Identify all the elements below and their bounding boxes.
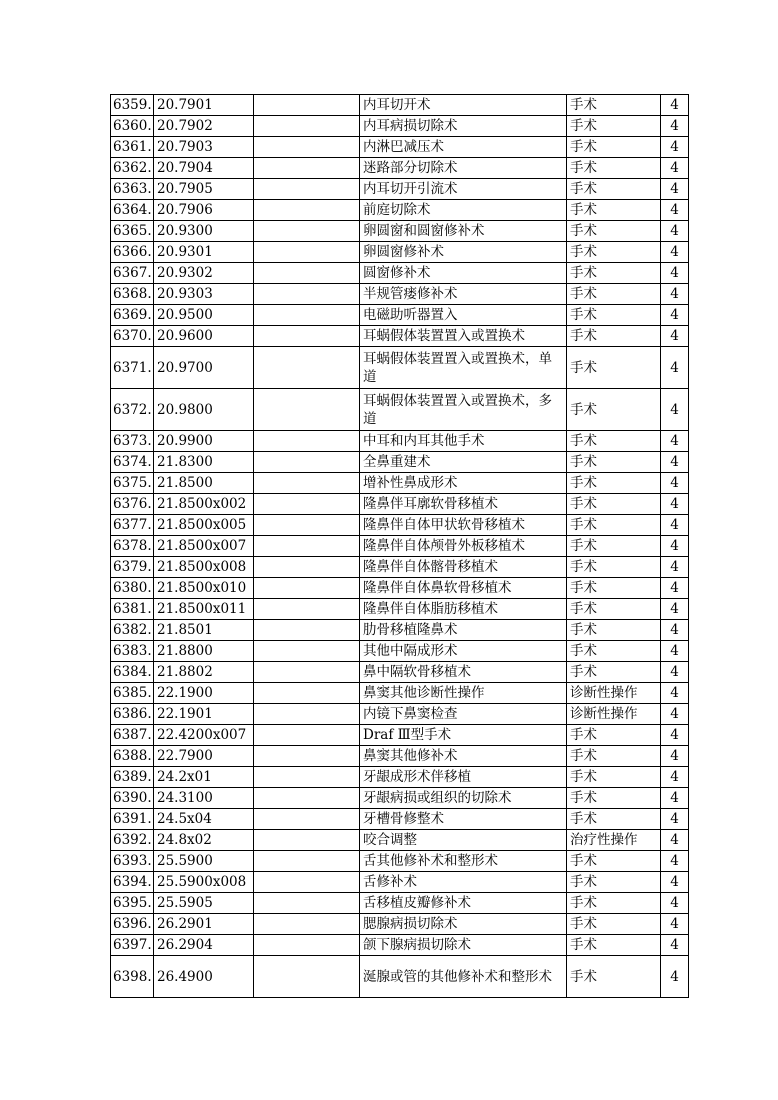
procedure-category-cell: 手术 [567, 179, 661, 200]
procedure-code-cell: 21.8500x002 [154, 494, 254, 515]
procedure-category-cell: 手术 [567, 809, 661, 830]
procedure-level-cell: 4 [661, 179, 689, 200]
table-row [111, 137, 689, 158]
row-number-cell: 6375. [111, 473, 154, 494]
row-number-cell: 6372. [111, 389, 154, 431]
procedure-category-cell: 手术 [567, 599, 661, 620]
row-number-cell: 6362. [111, 158, 154, 179]
row-number-cell: 6359. [111, 95, 154, 116]
procedure-category-cell: 手术 [567, 893, 661, 914]
empty-cell [254, 809, 360, 830]
table-row [111, 221, 689, 242]
procedure-code-cell: 21.8501 [154, 620, 254, 641]
procedure-name-cell: 鼻窦其他诊断性操作 [360, 683, 567, 704]
procedure-code-cell: 24.8x02 [154, 830, 254, 851]
procedure-category-cell: 手术 [567, 914, 661, 935]
table-row [111, 599, 689, 620]
empty-cell [254, 431, 360, 452]
procedure-name-cell: Draf Ⅲ型手术 [360, 725, 567, 746]
empty-cell [254, 326, 360, 347]
table-row [111, 200, 689, 221]
row-number-cell: 6369. [111, 305, 154, 326]
row-number-cell: 6381. [111, 599, 154, 620]
procedure-level-cell: 4 [661, 893, 689, 914]
procedure-code-cell: 26.4900 [154, 956, 254, 998]
procedure-level-cell: 4 [661, 473, 689, 494]
procedure-category-cell: 诊断性操作 [567, 683, 661, 704]
row-number-cell: 6380. [111, 578, 154, 599]
table-row [111, 620, 689, 641]
procedure-level-cell: 4 [661, 326, 689, 347]
procedure-code-cell: 20.9300 [154, 221, 254, 242]
procedure-code-cell: 26.2904 [154, 935, 254, 956]
procedure-level-cell: 4 [661, 557, 689, 578]
procedure-code-cell: 21.8800 [154, 641, 254, 662]
row-number-cell: 6360. [111, 116, 154, 137]
procedure-name-cell: 鼻中隔软骨移植术 [360, 662, 567, 683]
procedure-code-cell: 20.7901 [154, 95, 254, 116]
procedure-level-cell: 4 [661, 95, 689, 116]
table-row [111, 683, 689, 704]
procedure-name-cell: 牙龈病损或组织的切除术 [360, 788, 567, 809]
table-row [111, 158, 689, 179]
procedure-category-cell: 手术 [567, 116, 661, 137]
procedure-category-cell: 手术 [567, 137, 661, 158]
procedure-name-cell: 舌其他修补术和整形术 [360, 851, 567, 872]
procedure-code-cell: 21.8300 [154, 452, 254, 473]
procedure-name-cell: 舌修补术 [360, 872, 567, 893]
table-row [111, 641, 689, 662]
row-number-cell: 6390. [111, 788, 154, 809]
table-row [111, 494, 689, 515]
procedure-table [110, 94, 689, 998]
procedure-level-cell: 4 [661, 494, 689, 515]
table-row [111, 578, 689, 599]
empty-cell [254, 641, 360, 662]
procedure-name-cell: 内耳切开术 [360, 95, 567, 116]
row-number-cell: 6378. [111, 536, 154, 557]
procedure-category-cell: 治疗性操作 [567, 830, 661, 851]
row-number-cell: 6395. [111, 893, 154, 914]
procedure-category-cell: 手术 [567, 725, 661, 746]
procedure-code-cell: 20.9301 [154, 242, 254, 263]
row-number-cell: 6387. [111, 725, 154, 746]
empty-cell [254, 263, 360, 284]
row-number-cell: 6382. [111, 620, 154, 641]
row-number-cell: 6389. [111, 767, 154, 788]
procedure-level-cell: 4 [661, 914, 689, 935]
procedure-level-cell: 4 [661, 641, 689, 662]
empty-cell [254, 830, 360, 851]
empty-cell [254, 221, 360, 242]
row-number-cell: 6388. [111, 746, 154, 767]
empty-cell [254, 116, 360, 137]
table-row [111, 263, 689, 284]
procedure-category-cell: 手术 [567, 746, 661, 767]
empty-cell [254, 851, 360, 872]
procedure-category-cell: 手术 [567, 620, 661, 641]
procedure-category-cell: 手术 [567, 158, 661, 179]
procedure-code-cell: 20.9302 [154, 263, 254, 284]
empty-cell [254, 599, 360, 620]
procedure-name-cell: 内耳切开引流术 [360, 179, 567, 200]
empty-cell [254, 956, 360, 998]
table-row [111, 557, 689, 578]
row-number-cell: 6397. [111, 935, 154, 956]
row-number-cell: 6398. [111, 956, 154, 998]
table-row [111, 389, 689, 431]
empty-cell [254, 578, 360, 599]
procedure-level-cell: 4 [661, 158, 689, 179]
row-number-cell: 6383. [111, 641, 154, 662]
procedure-name-cell: 隆鼻伴自体颅骨外板移植术 [360, 536, 567, 557]
table-row [111, 347, 689, 389]
empty-cell [254, 200, 360, 221]
empty-cell [254, 725, 360, 746]
procedure-category-cell: 手术 [567, 200, 661, 221]
table-row [111, 809, 689, 830]
procedure-name-cell: 舌移植皮瓣修补术 [360, 893, 567, 914]
table-row [111, 704, 689, 725]
procedure-category-cell: 手术 [567, 452, 661, 473]
procedure-code-cell: 25.5905 [154, 893, 254, 914]
procedure-category-cell: 手术 [567, 662, 661, 683]
row-number-cell: 6366. [111, 242, 154, 263]
table-row [111, 473, 689, 494]
procedure-code-cell: 25.5900 [154, 851, 254, 872]
procedure-code-cell: 20.9303 [154, 284, 254, 305]
procedure-level-cell: 4 [661, 683, 689, 704]
procedure-category-cell: 手术 [567, 788, 661, 809]
procedure-code-cell: 20.7903 [154, 137, 254, 158]
procedure-code-cell: 20.9600 [154, 326, 254, 347]
procedure-category-cell: 手术 [567, 284, 661, 305]
procedure-name-cell: 耳蜗假体装置置入或置换术 [360, 326, 567, 347]
table-row [111, 767, 689, 788]
procedure-name-cell: 卵圆窗修补术 [360, 242, 567, 263]
procedure-level-cell: 4 [661, 389, 689, 431]
procedure-category-cell: 手术 [567, 767, 661, 788]
procedure-level-cell: 4 [661, 620, 689, 641]
procedure-level-cell: 4 [661, 767, 689, 788]
row-number-cell: 6371. [111, 347, 154, 389]
table-row [111, 746, 689, 767]
procedure-name-cell: 半规管瘘修补术 [360, 284, 567, 305]
procedure-name-cell: 耳蜗假体装置置入或置换术，多道 [360, 389, 567, 431]
procedure-name-cell: 电磁助听器置入 [360, 305, 567, 326]
procedure-category-cell: 手术 [567, 242, 661, 263]
table-row [111, 284, 689, 305]
row-number-cell: 6386. [111, 704, 154, 725]
procedure-name-cell: 隆鼻伴自体髂骨移植术 [360, 557, 567, 578]
empty-cell [254, 284, 360, 305]
row-number-cell: 6384. [111, 662, 154, 683]
empty-cell [254, 158, 360, 179]
procedure-level-cell: 4 [661, 704, 689, 725]
procedure-name-cell: 内耳病损切除术 [360, 116, 567, 137]
procedure-name-cell: 卵圆窗和圆窗修补术 [360, 221, 567, 242]
empty-cell [254, 767, 360, 788]
procedure-level-cell: 4 [661, 662, 689, 683]
row-number-cell: 6368. [111, 284, 154, 305]
row-number-cell: 6396. [111, 914, 154, 935]
procedure-code-cell: 21.8500x011 [154, 599, 254, 620]
procedure-name-cell: 肋骨移植隆鼻术 [360, 620, 567, 641]
empty-cell [254, 515, 360, 536]
row-number-cell: 6370. [111, 326, 154, 347]
procedure-level-cell: 4 [661, 284, 689, 305]
procedure-code-cell: 22.4200x007 [154, 725, 254, 746]
empty-cell [254, 137, 360, 158]
empty-cell [254, 683, 360, 704]
procedure-level-cell: 4 [661, 788, 689, 809]
procedure-level-cell: 4 [661, 200, 689, 221]
procedure-level-cell: 4 [661, 116, 689, 137]
procedure-category-cell: 手术 [567, 872, 661, 893]
procedure-category-cell: 诊断性操作 [567, 704, 661, 725]
row-number-cell: 6377. [111, 515, 154, 536]
procedure-code-cell: 25.5900x008 [154, 872, 254, 893]
row-number-cell: 6385. [111, 683, 154, 704]
procedure-category-cell: 手术 [567, 557, 661, 578]
procedure-category-cell: 手术 [567, 221, 661, 242]
procedure-code-cell: 20.9900 [154, 431, 254, 452]
row-number-cell: 6365. [111, 221, 154, 242]
table-row [111, 851, 689, 872]
empty-cell [254, 95, 360, 116]
table-row [111, 452, 689, 473]
procedure-category-cell: 手术 [567, 578, 661, 599]
procedure-level-cell: 4 [661, 851, 689, 872]
procedure-code-cell: 24.2x01 [154, 767, 254, 788]
procedure-category-cell: 手术 [567, 473, 661, 494]
procedure-code-cell: 21.8500 [154, 473, 254, 494]
procedure-name-cell: 隆鼻伴自体鼻软骨移植术 [360, 578, 567, 599]
procedure-code-cell: 20.7905 [154, 179, 254, 200]
procedure-name-cell: 腮腺病损切除术 [360, 914, 567, 935]
empty-cell [254, 893, 360, 914]
procedure-category-cell: 手术 [567, 935, 661, 956]
table-row [111, 305, 689, 326]
empty-cell [254, 620, 360, 641]
procedure-name-cell: 其他中隔成形术 [360, 641, 567, 662]
empty-cell [254, 914, 360, 935]
procedure-level-cell: 4 [661, 242, 689, 263]
procedure-category-cell: 手术 [567, 641, 661, 662]
table-row [111, 830, 689, 851]
table-row [111, 242, 689, 263]
procedure-code-cell: 21.8500x005 [154, 515, 254, 536]
procedure-code-cell: 21.8500x007 [154, 536, 254, 557]
procedure-level-cell: 4 [661, 137, 689, 158]
procedure-level-cell: 4 [661, 578, 689, 599]
empty-cell [254, 872, 360, 893]
procedure-level-cell: 4 [661, 263, 689, 284]
procedure-code-cell: 24.3100 [154, 788, 254, 809]
procedure-code-cell: 20.7904 [154, 158, 254, 179]
row-number-cell: 6391. [111, 809, 154, 830]
empty-cell [254, 788, 360, 809]
procedure-code-cell: 21.8802 [154, 662, 254, 683]
procedure-name-cell: 全鼻重建术 [360, 452, 567, 473]
row-number-cell: 6392. [111, 830, 154, 851]
procedure-category-cell: 手术 [567, 851, 661, 872]
procedure-name-cell: 咬合调整 [360, 830, 567, 851]
procedure-level-cell: 4 [661, 452, 689, 473]
procedure-code-cell: 20.9500 [154, 305, 254, 326]
row-number-cell: 6363. [111, 179, 154, 200]
row-number-cell: 6367. [111, 263, 154, 284]
procedure-category-cell: 手术 [567, 536, 661, 557]
empty-cell [254, 179, 360, 200]
procedure-level-cell: 4 [661, 221, 689, 242]
procedure-name-cell: 圆窗修补术 [360, 263, 567, 284]
table-row [111, 662, 689, 683]
procedure-level-cell: 4 [661, 536, 689, 557]
empty-cell [254, 935, 360, 956]
row-number-cell: 6361. [111, 137, 154, 158]
procedure-category-cell: 手术 [567, 347, 661, 389]
procedure-category-cell: 手术 [567, 494, 661, 515]
table-row [111, 893, 689, 914]
procedure-name-cell: 迷路部分切除术 [360, 158, 567, 179]
procedure-level-cell: 4 [661, 809, 689, 830]
procedure-name-cell: 涎腺或管的其他修补术和整形术 [360, 956, 567, 998]
row-number-cell: 6393. [111, 851, 154, 872]
row-number-cell: 6394. [111, 872, 154, 893]
procedure-name-cell: 增补性鼻成形术 [360, 473, 567, 494]
table-row [111, 179, 689, 200]
procedure-name-cell: 隆鼻伴自体甲状软骨移植术 [360, 515, 567, 536]
procedure-category-cell: 手术 [567, 263, 661, 284]
table-row [111, 515, 689, 536]
procedure-category-cell: 手术 [567, 305, 661, 326]
table-row [111, 788, 689, 809]
procedure-level-cell: 4 [661, 725, 689, 746]
table-row [111, 95, 689, 116]
procedure-name-cell: 内淋巴减压术 [360, 137, 567, 158]
table-row [111, 536, 689, 557]
procedure-name-cell: 鼻窦其他修补术 [360, 746, 567, 767]
procedure-name-cell: 牙槽骨修整术 [360, 809, 567, 830]
procedure-name-cell: 颌下腺病损切除术 [360, 935, 567, 956]
procedure-level-cell: 4 [661, 347, 689, 389]
row-number-cell: 6376. [111, 494, 154, 515]
procedure-name-cell: 前庭切除术 [360, 200, 567, 221]
empty-cell [254, 473, 360, 494]
procedure-level-cell: 4 [661, 599, 689, 620]
procedure-category-cell: 手术 [567, 95, 661, 116]
table-row [111, 725, 689, 746]
procedure-level-cell: 4 [661, 431, 689, 452]
row-number-cell: 6364. [111, 200, 154, 221]
empty-cell [254, 704, 360, 725]
procedure-code-cell: 20.7902 [154, 116, 254, 137]
table-row [111, 872, 689, 893]
table-row [111, 116, 689, 137]
procedure-code-cell: 20.7906 [154, 200, 254, 221]
table-row [111, 326, 689, 347]
procedure-level-cell: 4 [661, 935, 689, 956]
procedure-name-cell: 中耳和内耳其他手术 [360, 431, 567, 452]
procedure-level-cell: 4 [661, 956, 689, 998]
empty-cell [254, 662, 360, 683]
empty-cell [254, 347, 360, 389]
procedure-category-cell: 手术 [567, 389, 661, 431]
procedure-code-cell: 22.7900 [154, 746, 254, 767]
empty-cell [254, 746, 360, 767]
procedure-code-cell: 26.2901 [154, 914, 254, 935]
procedure-name-cell: 隆鼻伴自体脂肪移植术 [360, 599, 567, 620]
empty-cell [254, 389, 360, 431]
empty-cell [254, 242, 360, 263]
procedure-category-cell: 手术 [567, 431, 661, 452]
row-number-cell: 6379. [111, 557, 154, 578]
procedure-code-cell: 21.8500x010 [154, 578, 254, 599]
row-number-cell: 6373. [111, 431, 154, 452]
table-row [111, 914, 689, 935]
procedure-code-cell: 21.8500x008 [154, 557, 254, 578]
procedure-table-body [111, 95, 689, 998]
table-row [111, 935, 689, 956]
empty-cell [254, 494, 360, 515]
procedure-code-cell: 20.9800 [154, 389, 254, 431]
procedure-code-cell: 20.9700 [154, 347, 254, 389]
procedure-code-cell: 24.5x04 [154, 809, 254, 830]
procedure-name-cell: 耳蜗假体装置置入或置换术，单道 [360, 347, 567, 389]
procedure-level-cell: 4 [661, 872, 689, 893]
procedure-level-cell: 4 [661, 746, 689, 767]
empty-cell [254, 536, 360, 557]
procedure-code-cell: 22.1901 [154, 704, 254, 725]
procedure-level-cell: 4 [661, 305, 689, 326]
procedure-category-cell: 手术 [567, 326, 661, 347]
procedure-category-cell: 手术 [567, 515, 661, 536]
table-row [111, 956, 689, 998]
procedure-code-cell: 22.1900 [154, 683, 254, 704]
procedure-name-cell: 牙龈成形术伴移植 [360, 767, 567, 788]
empty-cell [254, 452, 360, 473]
row-number-cell: 6374. [111, 452, 154, 473]
procedure-name-cell: 内镜下鼻窦检查 [360, 704, 567, 725]
empty-cell [254, 305, 360, 326]
procedure-level-cell: 4 [661, 830, 689, 851]
table-row [111, 431, 689, 452]
procedure-name-cell: 隆鼻伴耳廓软骨移植术 [360, 494, 567, 515]
empty-cell [254, 557, 360, 578]
procedure-level-cell: 4 [661, 515, 689, 536]
procedure-category-cell: 手术 [567, 956, 661, 998]
